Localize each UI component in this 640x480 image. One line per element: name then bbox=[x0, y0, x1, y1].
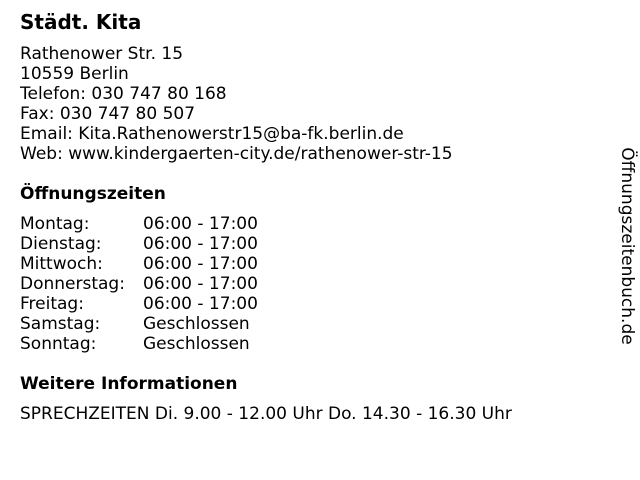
email-address: Email: Kita.Rathenowerstr15@ba-fk.berlin.de bbox=[20, 124, 404, 144]
website-url: Web: www.kindergaerten-city.de/rathenower-str-15 bbox=[20, 144, 453, 164]
opening-time: 06:00 - 17:00 bbox=[143, 234, 258, 254]
weekday-label: Samstag: bbox=[20, 314, 101, 334]
weekday-label: Montag: bbox=[20, 214, 90, 234]
site-watermark-label: Öffnungszeitenbuch.de bbox=[617, 147, 637, 345]
opening-time: 06:00 - 17:00 bbox=[143, 274, 258, 294]
hours-row bbox=[20, 314, 258, 334]
weekday-label: Mittwoch: bbox=[20, 254, 103, 274]
hours-row bbox=[20, 274, 258, 294]
weekday-label: Sonntag: bbox=[20, 334, 97, 354]
city-address: 10559 Berlin bbox=[20, 64, 129, 84]
phone-number: Telefon: 030 747 80 168 bbox=[20, 84, 227, 104]
further-info-text: SPRECHZEITEN Di. 9.00 - 12.00 Uhr Do. 14.30 - 16.30 Uhr bbox=[20, 404, 512, 424]
hours-row bbox=[20, 214, 258, 234]
hours-row bbox=[20, 234, 258, 254]
weekday-label: Donnerstag: bbox=[20, 274, 125, 294]
opening-time: 06:00 - 17:00 bbox=[143, 214, 258, 234]
hours-row bbox=[20, 254, 258, 274]
weekday-label: Dienstag: bbox=[20, 234, 102, 254]
opening-hours-table bbox=[20, 214, 258, 354]
weekday-label: Freitag: bbox=[20, 294, 84, 314]
opening-time: 06:00 - 17:00 bbox=[143, 254, 258, 274]
hours-row bbox=[20, 334, 258, 354]
opening-hours-heading: Öffnungszeiten bbox=[20, 184, 166, 204]
opening-time: 06:00 - 17:00 bbox=[143, 294, 258, 314]
opening-time: Geschlossen bbox=[143, 314, 250, 334]
contact-block bbox=[20, 44, 453, 164]
further-info-heading: Weitere Informationen bbox=[20, 374, 238, 394]
street-address: Rathenower Str. 15 bbox=[20, 44, 184, 64]
page-title: Städt. Kita bbox=[20, 10, 142, 34]
fax-number: Fax: 030 747 80 507 bbox=[20, 104, 196, 124]
opening-time: Geschlossen bbox=[143, 334, 250, 354]
hours-row bbox=[20, 294, 258, 314]
